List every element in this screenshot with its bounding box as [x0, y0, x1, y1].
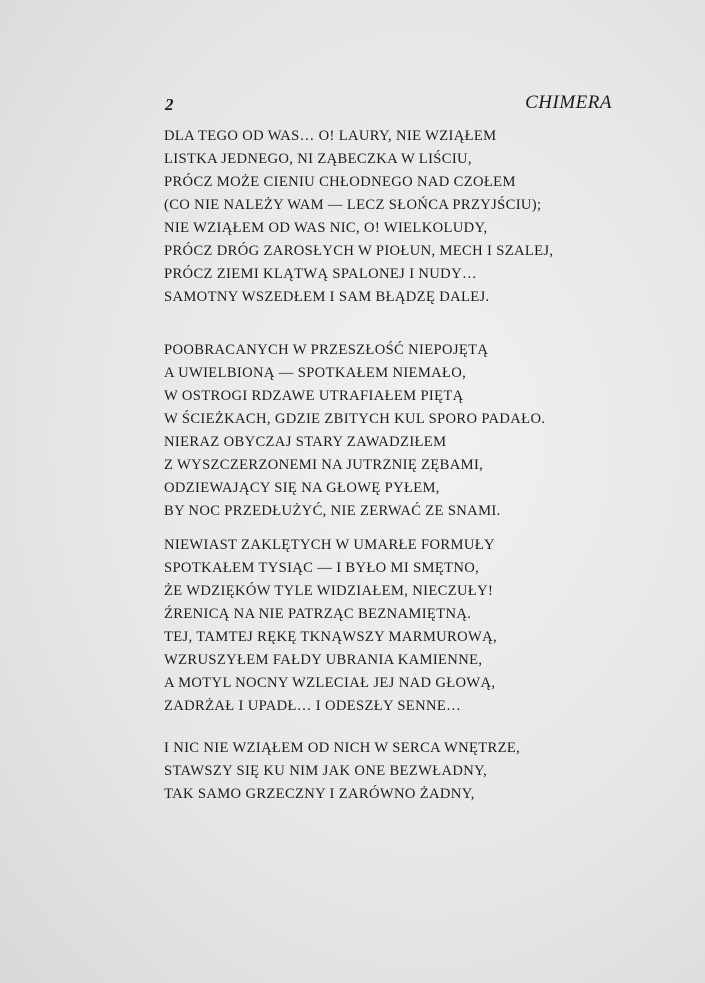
verse-line: ŹRENICĄ NA NIE PATRZĄC BEZNAMIĘTNĄ.	[164, 606, 472, 622]
running-title: CHIMERA	[525, 92, 612, 113]
verse-line: A MOTYL NOCNY WZLECIAŁ JEJ NAD GŁOWĄ,	[164, 675, 496, 691]
page-number: 2	[165, 95, 174, 114]
stanza	[164, 125, 553, 309]
verse-line: STAWSZY SIĘ KU NIM JAK ONE BEZWŁADNY,	[164, 763, 488, 779]
verse-line: SAMOTNY WSZEDŁEM I SAM BŁĄDZĘ DALEJ.	[164, 289, 490, 305]
verse-line: (CO NIE NALEŻY WAM — LECZ SŁOŃCA PRZYJŚCIU);	[164, 197, 542, 213]
verse-line: BY NOC PRZEDŁUŻYĆ, NIE ZERWAĆ ZE SNAMI.	[164, 503, 501, 519]
stanza	[164, 339, 545, 523]
verse-line: ZADRŻAŁ I UPADŁ… I ODESZŁY SENNE…	[164, 698, 462, 714]
verse-line: SPOTKAŁEM TYSIĄC — I BYŁO MI SMĘTNO,	[164, 560, 480, 576]
verse-line: PRÓCZ DRÓG ZAROSŁYCH W PIOŁUN, MECH I SZALEJ,	[164, 243, 554, 259]
verse-line: LISTKA JEDNEGO, NI ZĄBECZKA W LIŚCIU,	[164, 151, 472, 167]
stanza	[164, 534, 497, 718]
verse-line: I NIC NIE WZIĄŁEM OD NICH W SERCA WNĘTRZE,	[164, 740, 521, 756]
verse-line: POOBRACANYCH W PRZESZŁOŚĆ NIEPOJĘTĄ	[164, 342, 489, 358]
verse-line: NIE WZIĄŁEM OD WAS NIC, O! WIELKOLUDY,	[164, 220, 488, 236]
verse-line: W OSTROGI RDZAWE UTRAFIAŁEM PIĘTĄ	[164, 388, 464, 404]
verse-line: ODZIEWAJĄCY SIĘ NA GŁOWĘ PYŁEM,	[164, 480, 440, 496]
stanza	[164, 737, 520, 806]
verse-line: NIERAZ OBYCZAJ STARY ZAWADZIŁEM	[164, 434, 447, 450]
verse-line: TAK SAMO GRZECZNY I ZARÓWNO ŻADNY,	[164, 786, 475, 802]
verse-line: DLA TEGO OD WAS… O! LAURY, NIE WZIĄŁEM	[164, 128, 497, 144]
verse-line: TEJ, TAMTEJ RĘKĘ TKNĄWSZY MARMUROWĄ,	[164, 629, 498, 645]
verse-line: W ŚCIEŻKACH, GDZIE ZBITYCH KUL SPORO PADAŁO.	[164, 411, 546, 427]
verse-line: A UWIELBIONĄ — SPOTKAŁEM NIEMAŁO,	[164, 365, 467, 381]
verse-line: WZRUSZYŁEM FAŁDY UBRANIA KAMIENNE,	[164, 652, 483, 668]
verse-line: PRÓCZ ZIEMI KLĄTWĄ SPALONEJ I NUDY…	[164, 266, 477, 282]
verse-line: NIEWIAST ZAKLĘTYCH W UMARŁE FORMUŁY	[164, 537, 495, 553]
verse-line: PRÓCZ MOŻE CIENIU CHŁODNEGO NAD CZOŁEM	[164, 174, 516, 190]
verse-line: ŻE WDZIĘKÓW TYLE WIDZIAŁEM, NIECZUŁY!	[164, 583, 494, 599]
verse-line: Z WYSZCZERZONEMI NA JUTRZNIĘ ZĘBAMI,	[164, 457, 484, 473]
